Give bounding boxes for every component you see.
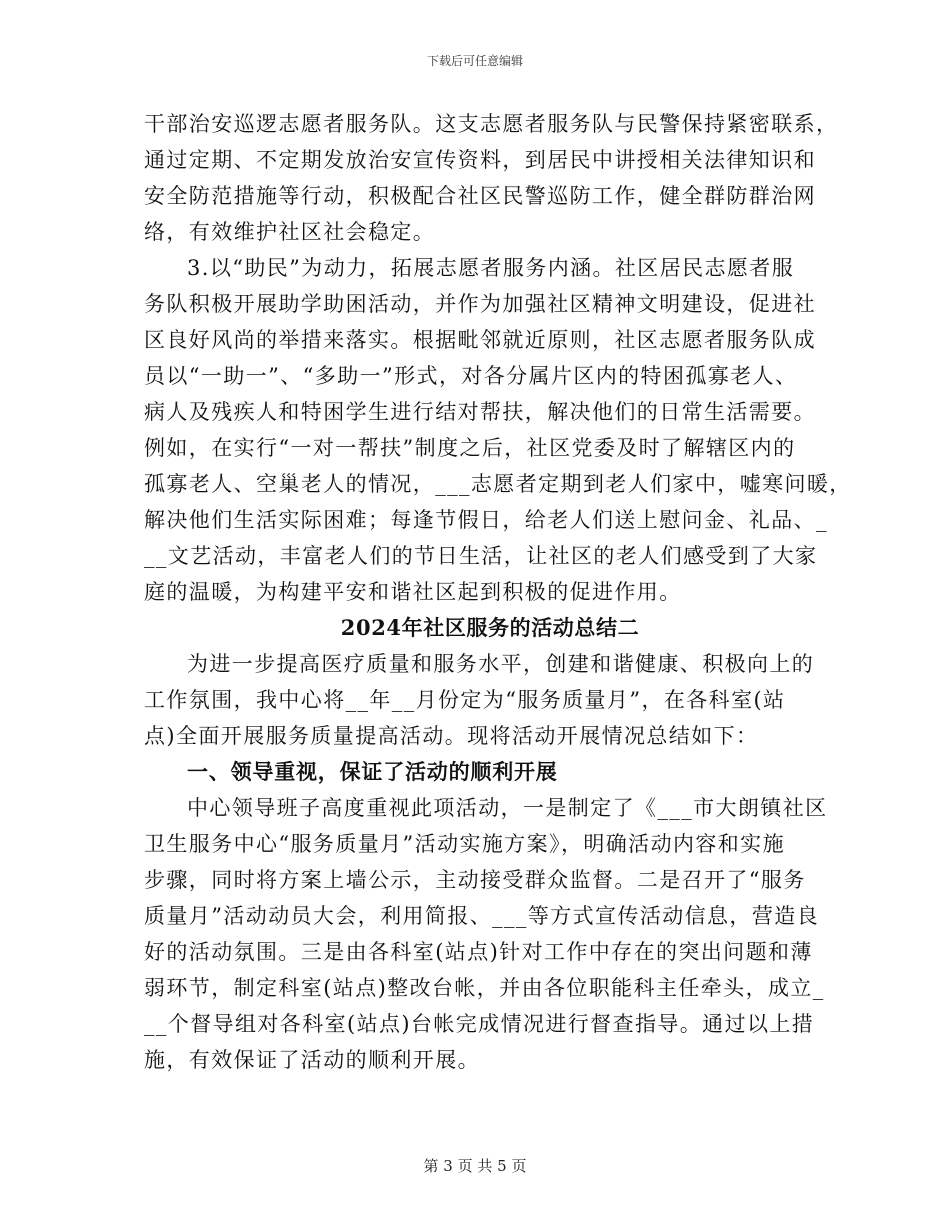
section-title: 2024年社区服务的活动总结二 <box>340 615 640 640</box>
paragraph-line: __文艺活动，丰富老人们的节日生活，让社区的老人们感受到了大家 <box>144 544 818 568</box>
paragraph-line: 例如，在实行“一对一帮扶”制度之后，社区党委及时了解辖区内的 <box>144 436 796 460</box>
paragraph-line: 务队积极开展助学助困活动，并作为加强社区精神文明建设，促进社 <box>144 292 816 316</box>
paragraph-line: 中心领导班子高度重视此项活动，一是制定了《___市大朗镇社区 <box>187 796 828 820</box>
section-heading: 一、领导重视，保证了活动的顺利开展 <box>187 759 558 784</box>
paragraph-line: 为进一步提高医疗质量和服务水平，创建和谐健康、积极向上的 <box>187 652 815 676</box>
paragraph-line: __个督导组对各科室(站点)台帐完成情况进行督查指导。通过以上措 <box>144 1012 815 1036</box>
paragraph-line: 工作氛围，我中心将__年__月份定为“服务质量月”，在各科室(站 <box>144 688 786 712</box>
paragraph-line: 络，有效维护社区社会稳定。 <box>144 220 436 244</box>
paragraph-line: 步骤，同时将方案上墙公示，主动接受群众监督。二是召开了“服务 <box>144 868 806 892</box>
page-header: 下载后可任意编辑 <box>426 54 523 68</box>
paragraph-line: 病人及残疾人和特困学生进行结对帮扶，解决他们的日常生活需要。 <box>144 400 816 424</box>
paragraph-line: 员以“一助一”、“多助一”形式，对各分属片区内的特困孤寡老人、 <box>144 364 798 388</box>
paragraph-line: 通过定期、不定期发放治安宣传资料，到居民中讲授相关法律知识和 <box>144 148 816 172</box>
paragraph-line: 弱环节，制定科室(站点)整改台帐，并由各位职能科主任牵头，成立_ <box>144 976 825 1000</box>
paragraph-line: 解决他们生活实际困难；每逢节假日，给老人们送上慰问金、礼品、_ <box>144 508 828 532</box>
document-body <box>0 106 950 1078</box>
paragraph-line: 干部治安巡逻志愿者服务队。这支志愿者服务队与民警保持紧密联系， <box>144 112 839 136</box>
paragraph-line: 点)全面开展服务质量提高活动。现将活动开展情况总结如下： <box>144 724 759 748</box>
paragraph-line: 好的活动氛围。三是由各科室(站点)针对工作中存在的突出问题和薄 <box>144 940 813 964</box>
paragraph-line: 区良好风尚的举措来落实。根据毗邻就近原则，社区志愿者服务队成 <box>144 328 816 352</box>
page-footer: 第 3 页 共 5 页 <box>423 1157 527 1175</box>
paragraph-line: 安全防范措施等行动，积极配合社区民警巡防工作，健全群防群治网 <box>144 184 816 208</box>
paragraph-line: 孤寡老人、空巢老人的情况，___志愿者定期到老人们家中，嘘寒问暖， <box>144 472 852 496</box>
paragraph-line: 庭的温暖，为构建平安和谐社区起到积极的促进作用。 <box>144 580 682 604</box>
paragraph-line: 施，有效保证了活动的顺利开展。 <box>144 1048 480 1072</box>
paragraph-line: 3.以“助民”为动力，拓展志愿者服务内涵。社区居民志愿者服 <box>187 256 795 280</box>
paragraph-line: 卫生服务中心“服务质量月”活动实施方案》，明确活动内容和实施 <box>144 832 785 856</box>
paragraph-line: 质量月”活动动员大会，利用简报、___等方式宣传活动信息，营造良 <box>144 904 820 928</box>
